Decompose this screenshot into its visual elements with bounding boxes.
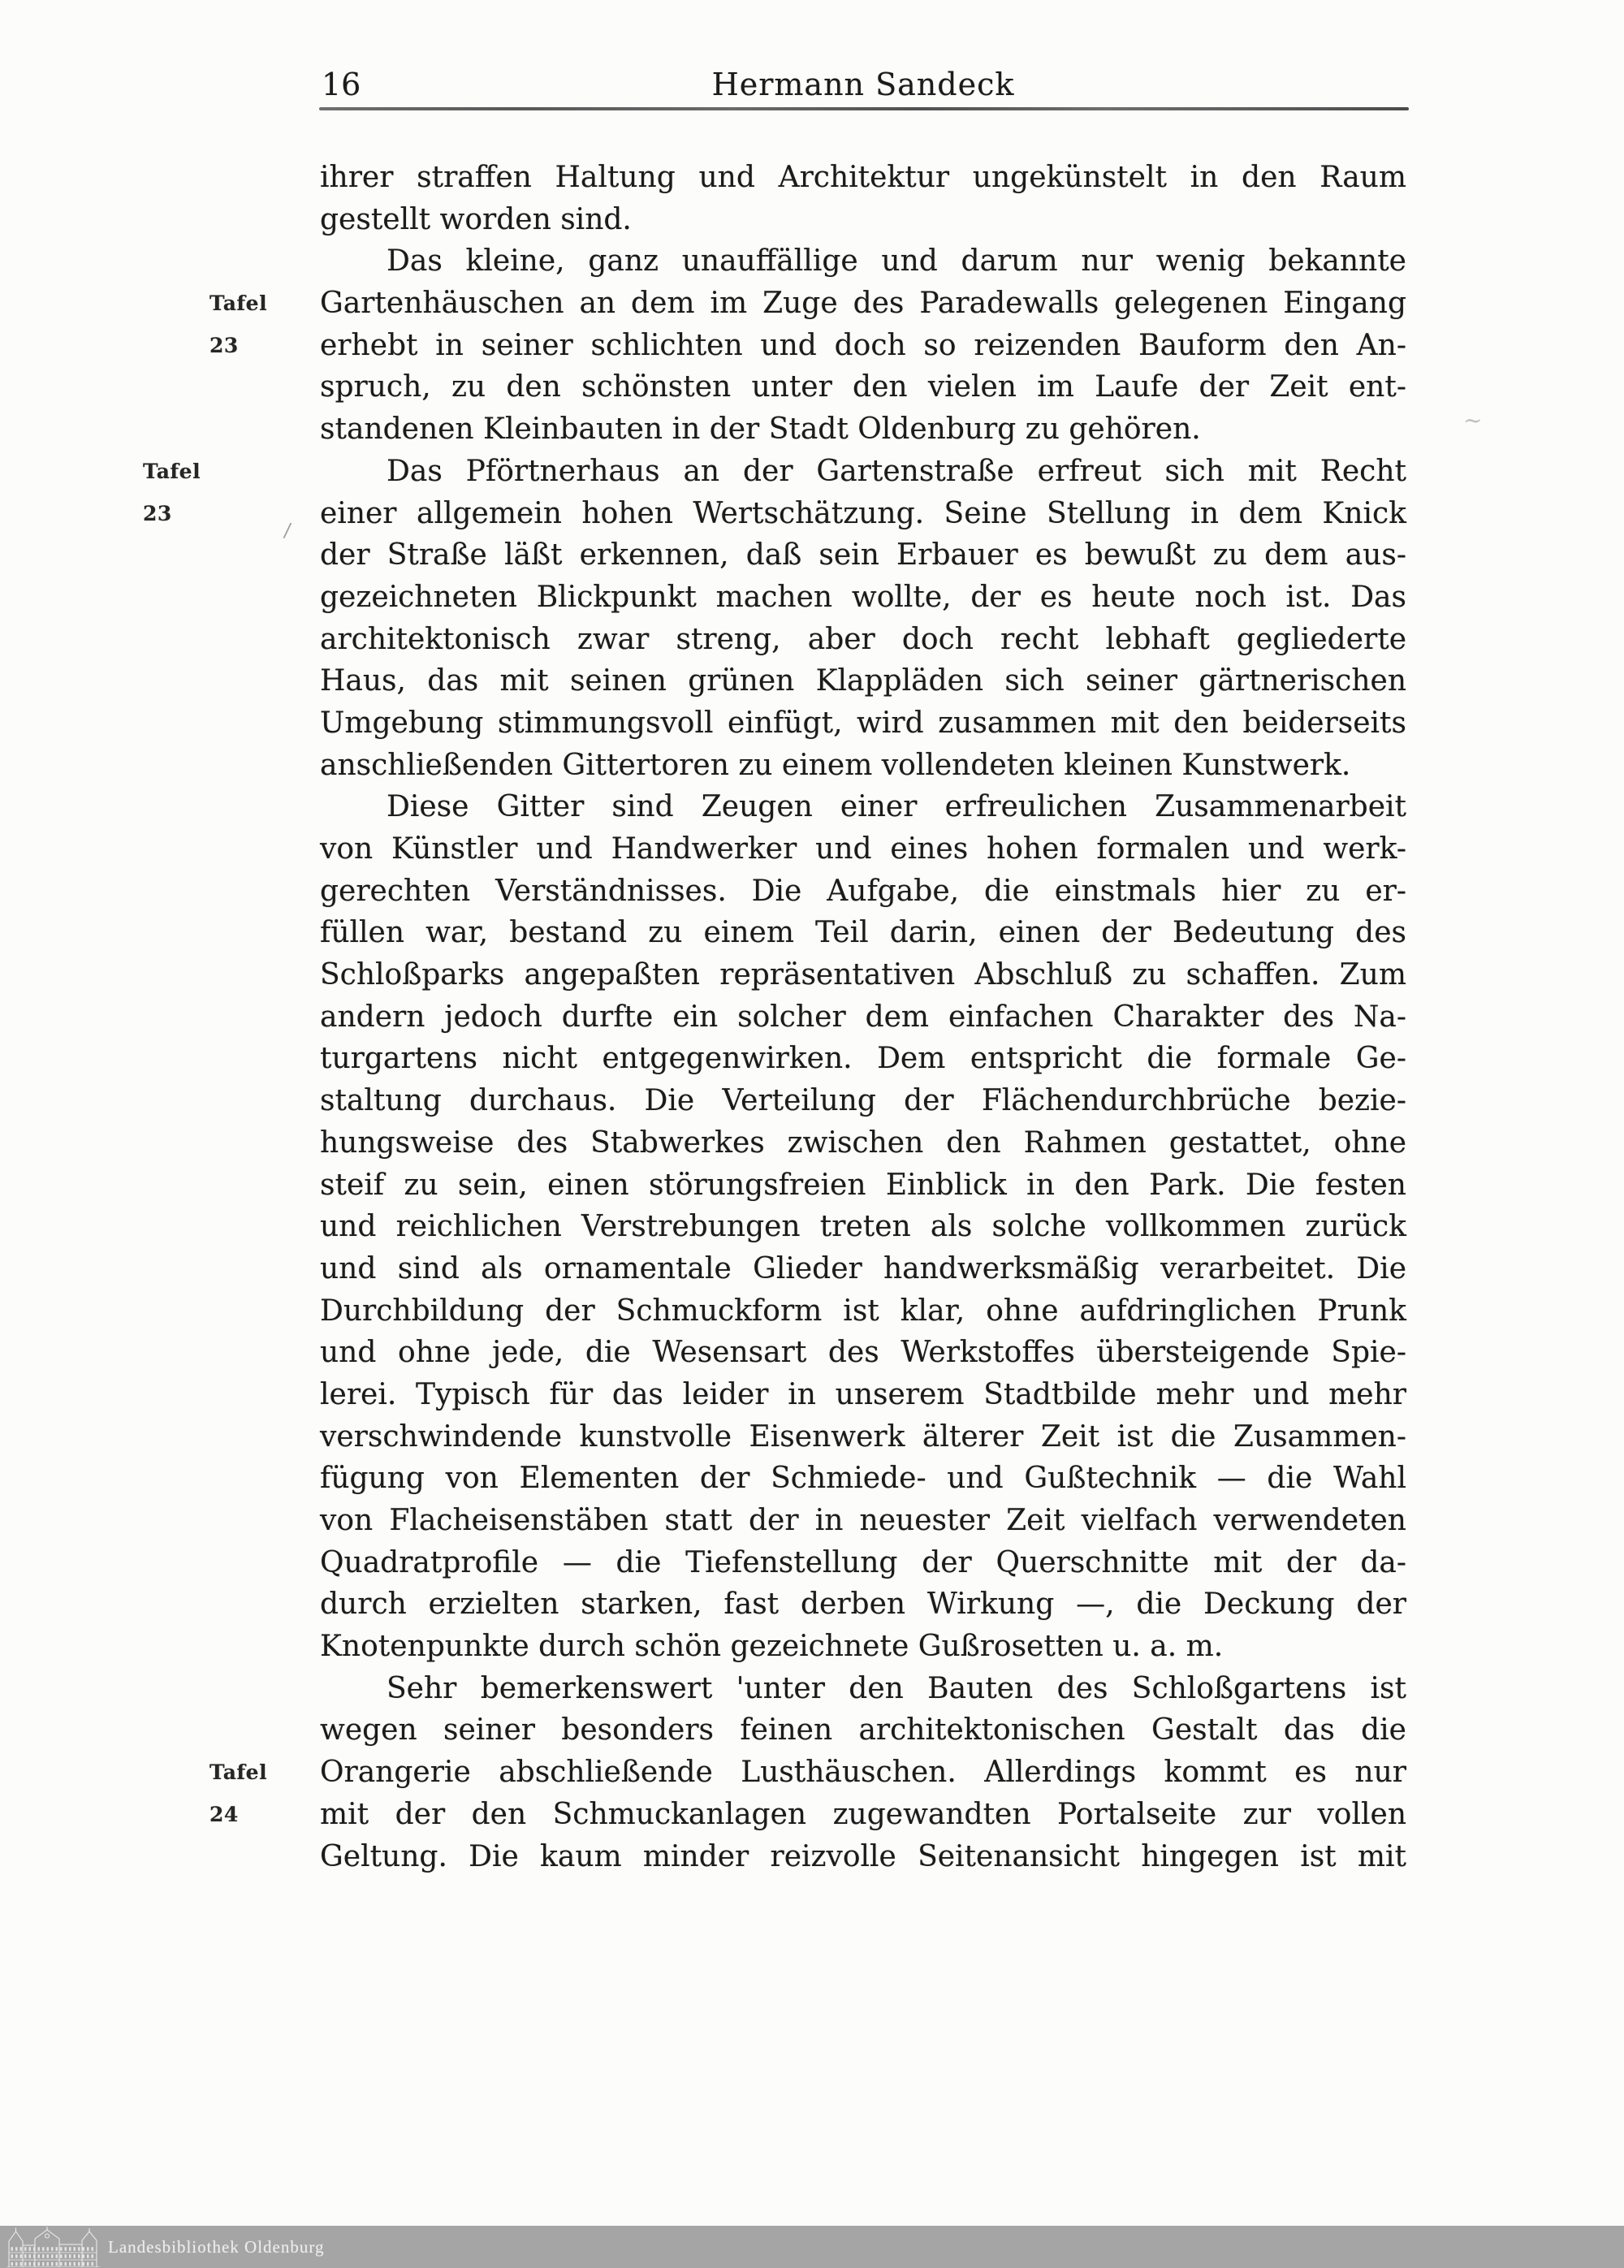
text-line-content: durch erzielten starken, fast derben Wirkung —, die Deckung der (320, 1588, 1406, 1622)
text-line-content: wegen seiner besonders feinen architektonischen Gestalt das die (320, 1713, 1406, 1747)
text-line-content: Gartenhäuschen an dem im Zuge des Paradewalls gelegenen Eingang (320, 287, 1406, 321)
header-rule (319, 107, 1409, 110)
text-line (320, 1668, 1406, 1710)
text-line-content: gerechten Verständnisses. Die Aufgabe, die einstmals hier zu er- (320, 874, 1406, 908)
text-line (320, 493, 1406, 535)
text-line (320, 1458, 1406, 1500)
text-line (320, 577, 1406, 619)
text-line (320, 745, 1406, 787)
text-line-content: und reichlichen Verstrebungen treten als solche vollkommen zurück (320, 1210, 1406, 1244)
text-line-content: architektonisch zwar streng, aber doch recht lebhaft gegliederte (320, 622, 1406, 656)
text-line (320, 1206, 1406, 1248)
text-line (320, 366, 1406, 408)
text-line (320, 1122, 1406, 1164)
text-line (320, 702, 1406, 745)
text-line-content: andern jedoch durfte ein solcher dem einfachen Charakter des Na- (320, 1000, 1406, 1034)
text-line (320, 912, 1406, 954)
text-line (320, 325, 1406, 367)
text-line (320, 199, 1406, 241)
text-line-content: spruch, zu den schönsten unter den vielen im Laufe der Zeit ent- (320, 370, 1406, 404)
scan-artifact: / (283, 518, 293, 542)
text-line-content: Sehr bemerkenswert 'unter den Bauten des Schloßgartens ist (387, 1671, 1406, 1705)
text-line-content: füllen war, bestand zu einem Teil darin, einen der Bedeutung des (320, 916, 1406, 950)
text-line-content: Orangerie abschließende Lusthäuschen. Allerdings kommt es nur (320, 1756, 1406, 1790)
text-line (320, 1500, 1406, 1542)
text-line-content: lerei. Typisch für das leider in unserem Stadtbilde mehr und mehr (320, 1377, 1406, 1411)
text-line-content: Quadratprofile — die Tiefenstellung der Querschnitte mit der da- (320, 1545, 1406, 1579)
text-line (320, 1709, 1406, 1752)
text-line-content: gestellt worden sind. (320, 202, 632, 236)
footer-bar (0, 2226, 1624, 2268)
text-line (320, 660, 1406, 702)
text-line (320, 240, 1406, 283)
text-line-content: der Straße läßt erkennen, daß sein Erbauer es bewußt zu dem aus- (320, 538, 1406, 572)
text-line-content: turgartens nicht entgegenwirken. Dem entspricht die formale Ge- (320, 1042, 1406, 1076)
text-line-content: ihrer straffen Haltung und Architektur ungekünstelt in den Raum (320, 161, 1406, 194)
text-line-content: Das Pförtnerhaus an der Gartenstraße erfreut sich mit Recht (387, 454, 1406, 488)
text-line (320, 408, 1406, 451)
text-line-content: verschwindende kunstvolle Eisenwerk älterer Zeit ist die Zusammen- (320, 1419, 1406, 1454)
library-building-logo (6, 2227, 100, 2267)
text-line-content: Umgebung stimmungsvoll einfügt, wird zusammen mit den beiderseits (320, 706, 1406, 740)
text-line-content: von Flacheisenstäben statt der in neuester Zeit vielfach verwendeten (320, 1504, 1406, 1537)
text-line-content: Schloßparks angepaßten repräsentativen Abschluß zu schaffen. Zum (320, 958, 1406, 992)
text-line-content: steif zu sein, einen störungsfreien Einblick in den Park. Die festen (320, 1168, 1406, 1202)
text-line-content: fügung von Elementen der Schmiede- und Gußtechnik — die Wahl (320, 1462, 1406, 1496)
page-number: 16 (322, 67, 361, 102)
text-line (320, 1542, 1406, 1584)
text-line (320, 157, 1406, 199)
margin-note: Tafel 24 (209, 1760, 268, 1826)
text-line (320, 954, 1406, 996)
text-line-content: Knotenpunkte durch schön gezeichnete Gußrosetten u. a. m. (320, 1630, 1224, 1664)
text-line (320, 1416, 1406, 1458)
text-line-content: gezeichneten Blickpunkt machen wollte, der es heute noch ist. Das (320, 580, 1406, 614)
text-line-content: einer allgemein hohen Wertschätzung. Seine Stellung in dem Knick (320, 496, 1406, 530)
text-line (320, 786, 1406, 828)
text-line-content: Durchbildung der Schmuckform ist klar, ohne aufdringlichen Prunk (320, 1294, 1406, 1328)
text-line (320, 1374, 1406, 1416)
text-line (320, 828, 1406, 870)
text-line (320, 1248, 1406, 1290)
text-line-content: standenen Kleinbauten in der Stadt Oldenburg zu gehören. (320, 413, 1201, 447)
text-line (320, 1583, 1406, 1626)
text-line-content: erhebt in seiner schlichten und doch so reizenden Bauform den An- (320, 328, 1406, 362)
text-line-content: staltung durchaus. Die Verteilung der Flächendurchbrüche bezie- (320, 1084, 1406, 1118)
scan-artifact: ~ (1463, 407, 1483, 434)
text-line-content: Geltung. Die kaum minder reizvolle Seitenansicht hingegen ist mit (320, 1839, 1406, 1873)
text-line (320, 534, 1406, 577)
text-block (143, 157, 1406, 1877)
margin-note: Tafel 23 (209, 292, 268, 357)
text-line (320, 1164, 1406, 1207)
margin-note: Tafel 23 (143, 459, 201, 525)
text-line-content: Diese Gitter sind Zeugen einer erfreulichen Zusammenarbeit (387, 790, 1406, 824)
text-line (320, 1080, 1406, 1122)
text-line (320, 1794, 1406, 1836)
text-line-content: Das kleine, ganz unauffällige und darum nur wenig bekannte (387, 244, 1406, 279)
text-line-content: anschließenden Gittertoren zu einem vollendeten kleinen Kunstwerk. (320, 748, 1351, 782)
text-line (320, 619, 1406, 661)
text-line-content: Haus, das mit seinen grünen Klappläden sich seiner gärtnerischen (320, 664, 1406, 698)
text-line-content: mit der den Schmuckanlagen zugewandten Portalseite zur vollen (320, 1797, 1406, 1831)
text-line (320, 870, 1406, 913)
text-line-content: hungsweise des Stabwerkes zwischen den Rahmen gestattet, ohne (320, 1125, 1406, 1160)
text-line (320, 996, 1406, 1039)
library-name: Landesbibliothek Oldenburg (108, 2236, 325, 2257)
running-title: Hermann Sandeck (711, 67, 1015, 102)
text-line (320, 1290, 1406, 1333)
text-line-content: von Künstler und Handwerker und eines hohen formalen und werk- (320, 832, 1406, 866)
text-line (320, 1626, 1406, 1668)
text-line-content: und sind als ornamentale Glieder handwerksmäßig verarbeitet. Die (320, 1251, 1406, 1285)
text-line (320, 1038, 1406, 1080)
text-line (320, 1836, 1406, 1878)
text-line (320, 1332, 1406, 1374)
text-line-content: und ohne jede, die Wesensart des Werkstoffes übersteigende Spie- (320, 1336, 1406, 1370)
